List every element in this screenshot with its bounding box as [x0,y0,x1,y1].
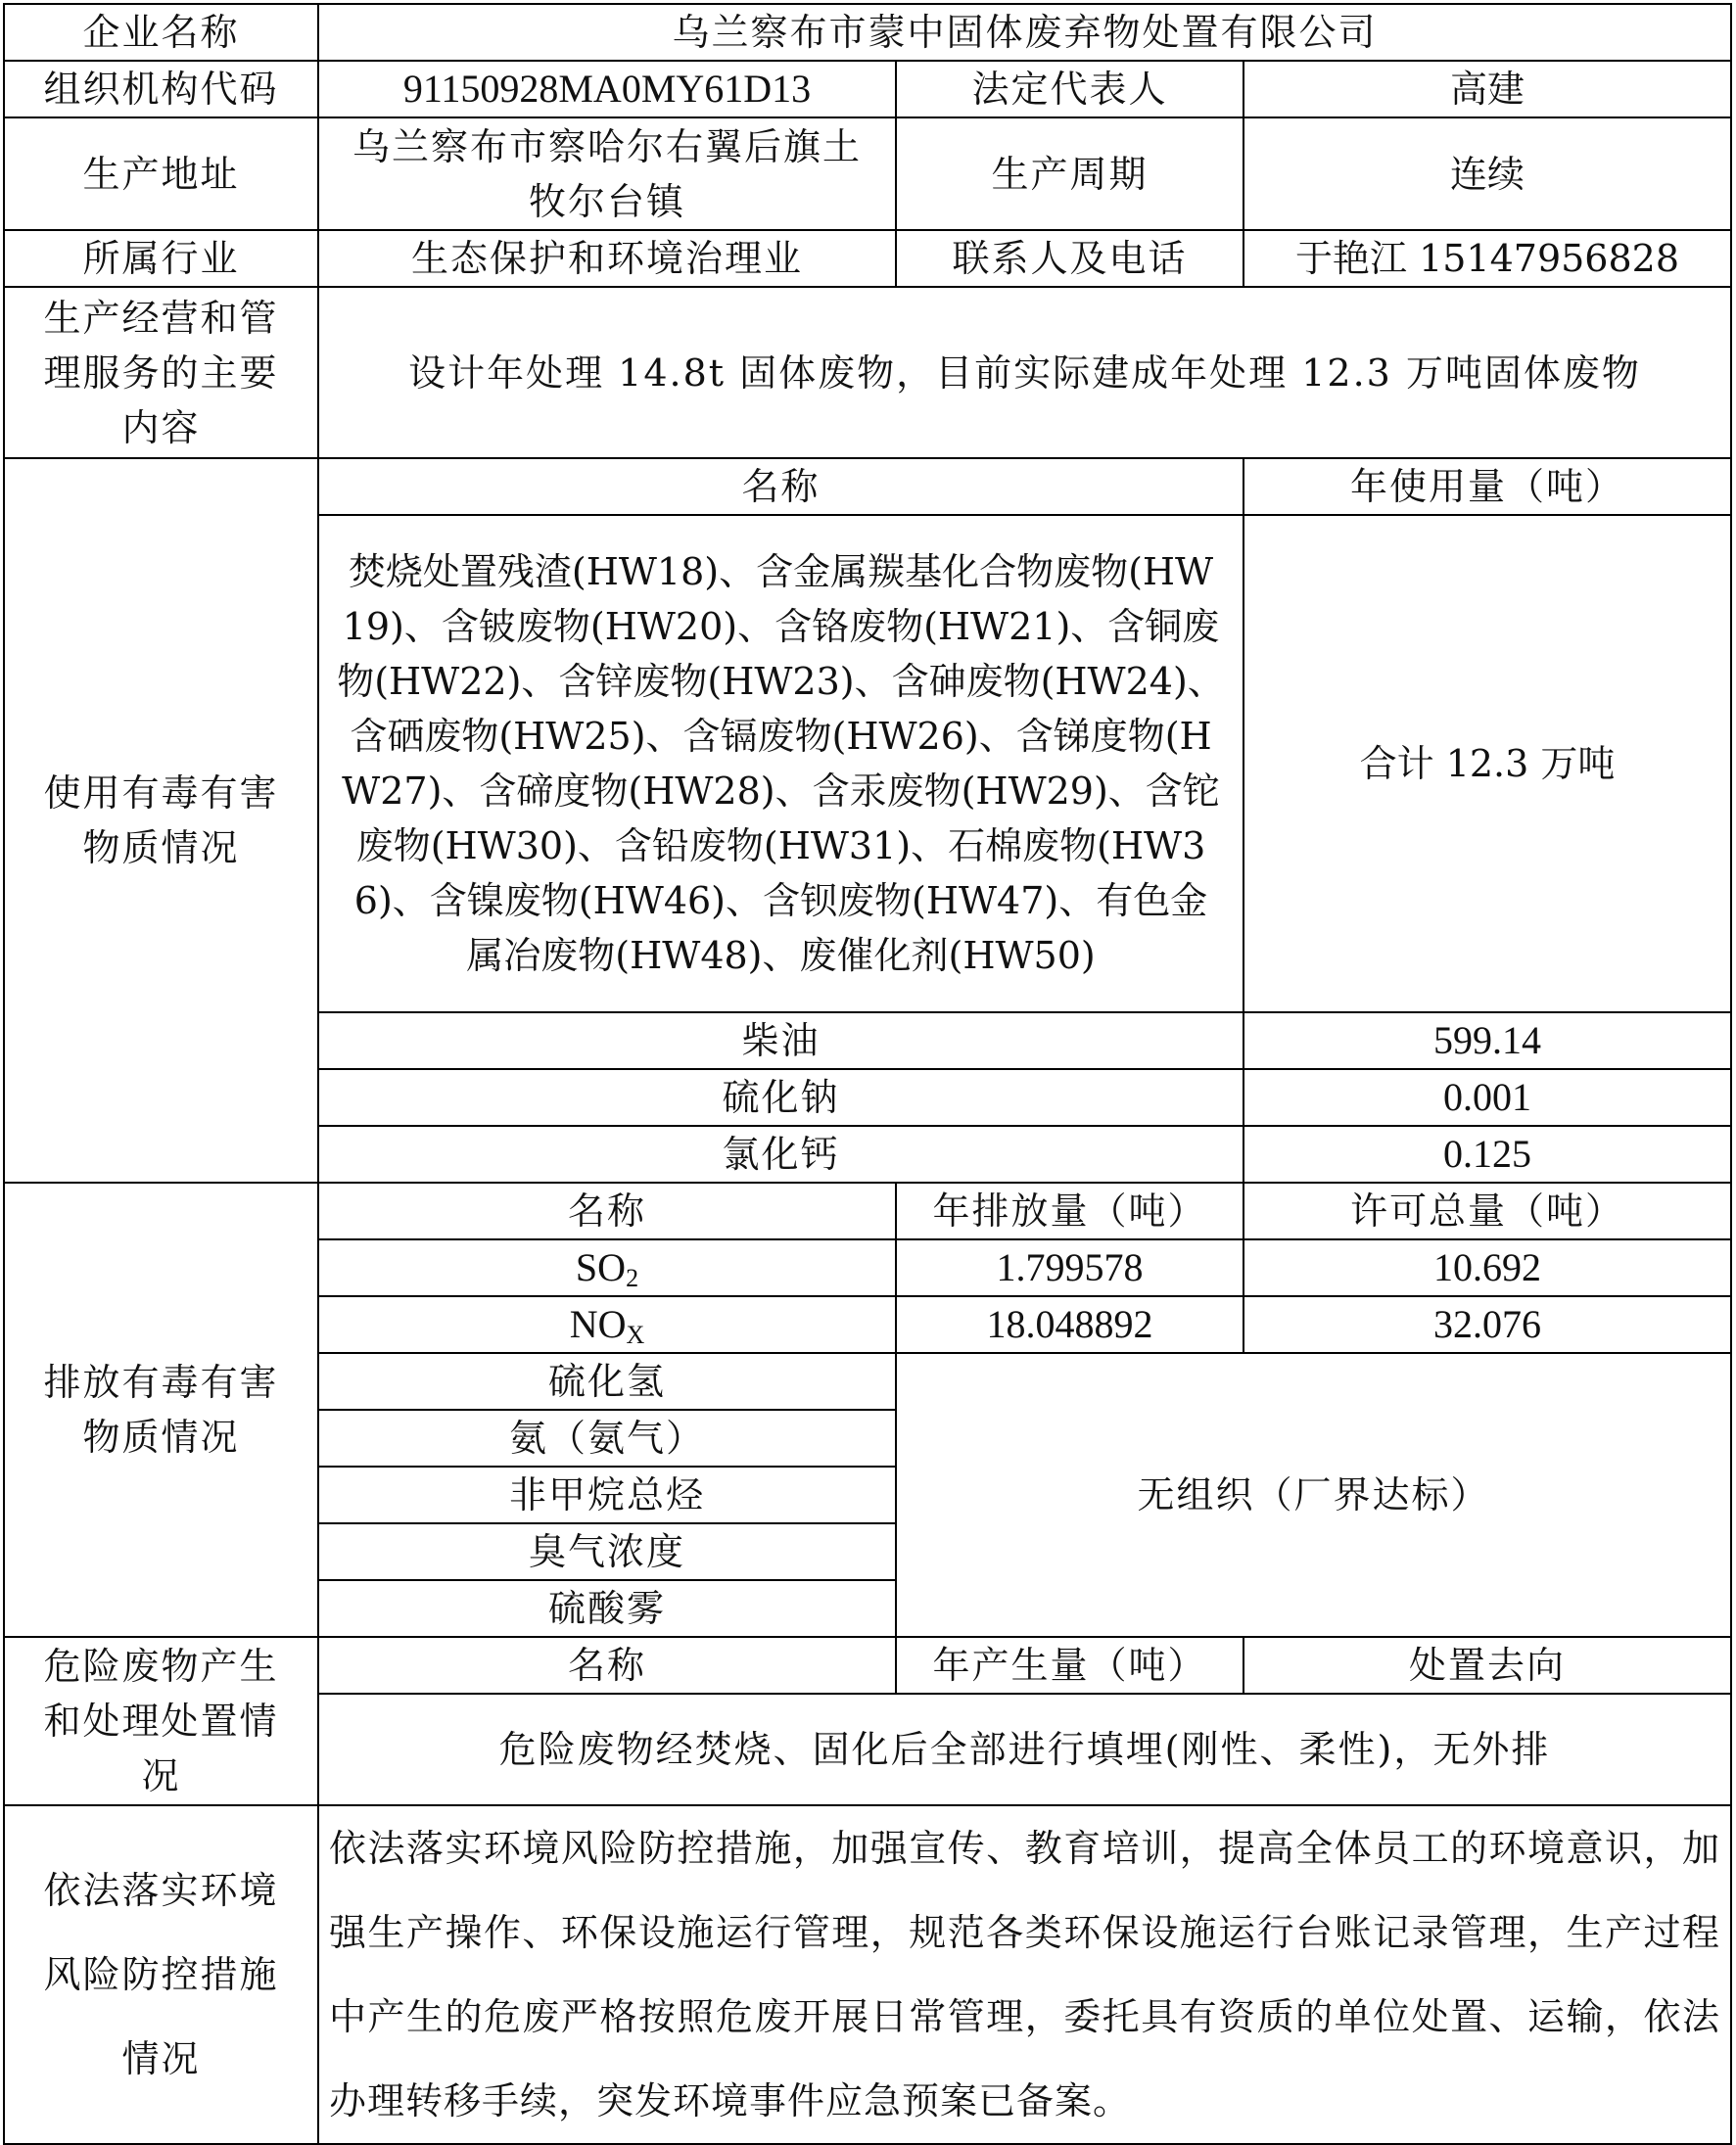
toxic-use-amount: 599.14 [1243,1012,1731,1069]
so2-name-sub: 2 [626,1264,639,1292]
fugitive-item: 非甲烷总烃 [318,1467,896,1523]
fugitive-item: 硫化氢 [318,1353,896,1410]
hazardous-name-header: 名称 [318,1637,896,1694]
toxic-use-section-label: 使用有毒有害物质情况 [4,458,318,1183]
industry-row [4,230,1731,287]
risk-control-text: 依法落实环境风险防控措施，加强宣传、教育培训，提高全体员工的环境意识，加强生产操作、环保设施运行管理，规范各类环保设施运行台账记录管理，生产过程中产生的危废严格按照危废开展日常管理，委托具有资质的单位处置、运输，依法办理转移手续，突发环境事件应急预案已备案。 [318,1805,1731,2144]
toxic-use-name: 柴油 [318,1012,1243,1069]
risk-control-row [4,1805,1731,2144]
nox-name-main: NO [569,1302,627,1346]
company-name-value: 乌兰察布市蒙中固体废弃物处置有限公司 [318,4,1731,61]
toxic-use-header-row [4,458,1731,515]
risk-control-label: 依法落实环境风险防控措施情况 [4,1805,318,2144]
business-label: 生产经营和管理服务的主要内容 [4,287,318,458]
company-name-row [4,4,1731,61]
hazardous-header-row [4,1637,1731,1694]
hazardous-annual-header: 年产生量（吨） [896,1637,1243,1694]
fugitive-item: 硫酸雾 [318,1580,896,1637]
industry-label: 所属行业 [4,230,318,287]
org-code-row [4,61,1731,117]
emission-annual-header: 年排放量（吨） [896,1183,1243,1239]
address-value: 乌兰察布市察哈尔右翼后旗土牧尔台镇 [318,117,896,230]
org-code-value: 91150928MA0MY61D13 [318,61,896,117]
nox-name-sub: X [626,1321,645,1349]
so2-annual: 1.799578 [896,1239,1243,1296]
hazardous-disposal-header: 处置去向 [1243,1637,1731,1694]
emission-permit-header: 许可总量（吨） [1243,1183,1731,1239]
toxic-use-amount: 0.125 [1243,1126,1731,1183]
emission-section-label: 排放有毒有害物质情况 [4,1183,318,1637]
toxic-use-amount-header: 年使用量（吨） [1243,458,1731,515]
nox-annual: 18.048892 [896,1296,1243,1353]
org-code-label: 组织机构代码 [4,61,318,117]
business-value: 设计年处理 14.8t 固体废物，目前实际建成年处理 12.3 万吨固体废物 [318,287,1731,458]
contact-label: 联系人及电话 [896,230,1243,287]
address-label: 生产地址 [4,117,318,230]
nox-permit: 32.076 [1243,1296,1731,1353]
toxic-use-amount: 0.001 [1243,1069,1731,1126]
fugitive-item: 氨（氨气） [318,1410,896,1467]
so2-name-main: SO [575,1245,627,1289]
so2-name [318,1239,896,1296]
toxic-use-name: 氯化钙 [318,1126,1243,1183]
fugitive-item: 臭气浓度 [318,1523,896,1580]
hazardous-note: 危险废物经焚烧、固化后全部进行填埋(刚性、柔性)，无外排 [318,1694,1731,1805]
legal-rep-value: 高建 [1243,61,1731,117]
address-row [4,117,1731,230]
toxic-use-name: 焚烧处置残渣(HW18)、含金属羰基化合物废物(HW19)、含铍废物(HW20)、含铬废物(HW21)、含铜废物(HW22)、含锌废物(HW23)、含砷废物(HW24)、含硒废物(HW25)、含镉废物(HW26)、含锑度物(HW27)、含碲度物(HW28)、含汞废物(HW29)、含铊废物(HW30)、含铅废物(HW31)、石棉废物(HW36)、含镍废物(HW46)、含钡废物(HW47)、有色金属冶废物(HW48)、废催化剂(HW50) [318,515,1243,1012]
cycle-value: 连续 [1243,117,1731,230]
enterprise-info-table [3,3,1732,2145]
cycle-label: 生产周期 [896,117,1243,230]
toxic-use-amount: 合计 12.3 万吨 [1243,515,1731,1012]
industry-value: 生态保护和环境治理业 [318,230,896,287]
toxic-use-name-header: 名称 [318,458,1243,515]
fugitive-note: 无组织（厂界达标） [896,1353,1731,1637]
company-name-label: 企业名称 [4,4,318,61]
contact-value: 于艳江 15147956828 [1243,230,1731,287]
legal-rep-label: 法定代表人 [896,61,1243,117]
hazardous-section-label: 危险废物产生和处理处置情况 [4,1637,318,1805]
nox-name [318,1296,896,1353]
emission-name-header: 名称 [318,1183,896,1239]
business-row [4,287,1731,458]
toxic-use-name: 硫化钠 [318,1069,1243,1126]
so2-permit: 10.692 [1243,1239,1731,1296]
emission-header-row [4,1183,1731,1239]
